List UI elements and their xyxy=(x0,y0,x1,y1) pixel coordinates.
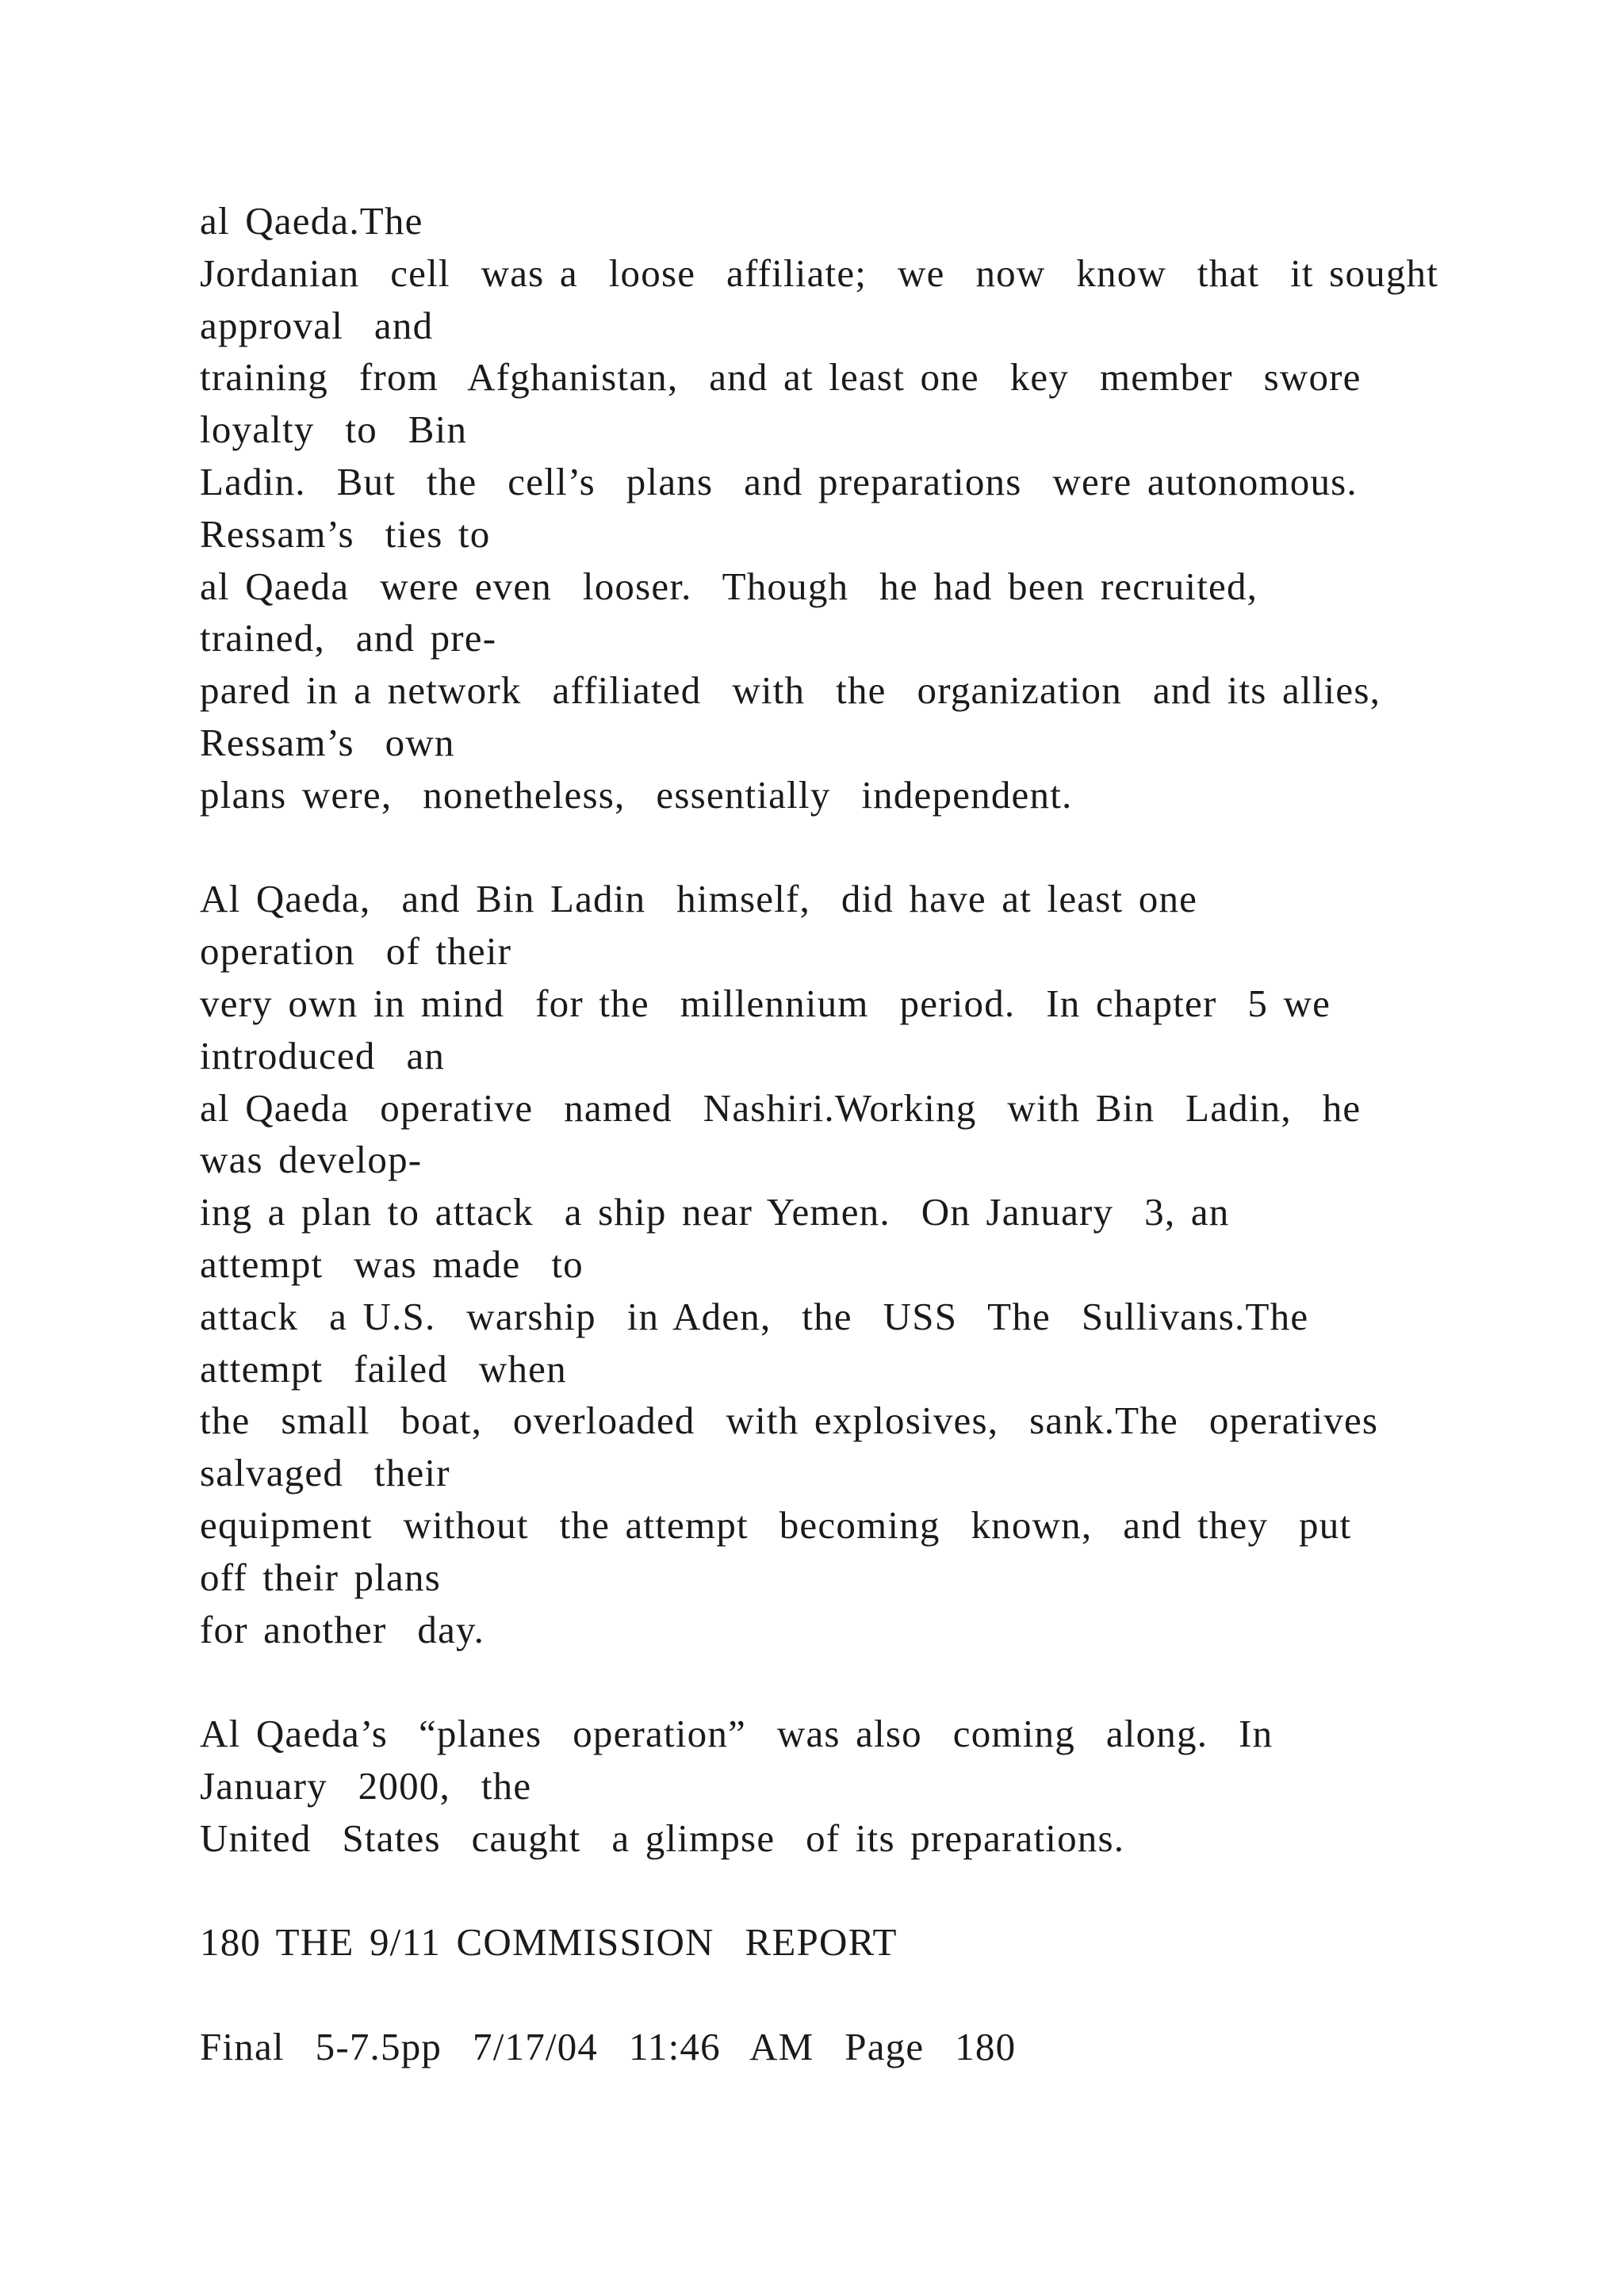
paragraph-1 xyxy=(200,195,1548,821)
text-line: al Qaeda operative named Nashiri.Working with Bin Ladin, he xyxy=(200,1085,1362,1130)
running-footer: 180 THE 9/11 COMMISSION REPORT xyxy=(200,1920,898,1965)
text-line: trained, and pre- xyxy=(200,616,497,660)
paragraph-3 xyxy=(200,1708,1548,1864)
text-line: pared in a network affiliated with the organization and its allies, xyxy=(200,668,1381,713)
paragraph-gap xyxy=(200,821,1548,874)
text-line: United States caught a glimpse of its preparations. xyxy=(200,1816,1125,1860)
text-line: Jordanian cell was a loose affiliate; we now know that it sought xyxy=(200,251,1439,295)
text-line: salvaged their xyxy=(200,1451,450,1495)
text-line: was develop- xyxy=(200,1138,423,1182)
text-line: Al Qaeda, and Bin Ladin himself, did have at least one xyxy=(200,877,1198,921)
text-line: equipment without the attempt becoming known, and they put xyxy=(200,1502,1352,1547)
text-line: attempt failed when xyxy=(200,1346,567,1391)
text-line: January 2000, the xyxy=(200,1763,532,1808)
text-line: introduced an xyxy=(200,1033,446,1077)
text-line: approval and xyxy=(200,303,434,347)
text-line: ing a plan to attack a ship near Yemen. On January 3, an xyxy=(200,1190,1230,1234)
print-slug: Final 5-7.5pp 7/17/04 11:46 AM Page 180 xyxy=(200,2024,1017,2068)
text-line: off their plans xyxy=(200,1555,441,1599)
paragraph-gap xyxy=(200,1655,1548,1708)
text-line: Ressam’s own xyxy=(200,720,455,764)
text-line: very own in mind for the millennium period. In chapter 5 we xyxy=(200,981,1331,1025)
text-line: Ressam’s ties to xyxy=(200,511,491,556)
text-line: for another day. xyxy=(200,1607,485,1651)
paragraph-2 xyxy=(200,873,1548,1655)
text-line: attack a U.S. warship in Aden, the USS The Sullivans.The xyxy=(200,1294,1309,1338)
text-line: Al Qaeda’s “planes operation” was also coming along. In xyxy=(200,1712,1274,1756)
text-line: Ladin. But the cell’s plans and preparations were autonomous. xyxy=(200,459,1358,503)
text-line: training from Afghanistan, and at least one key member swore xyxy=(200,355,1362,400)
paragraph-gap xyxy=(200,1969,1548,2021)
text-line: loyalty to Bin xyxy=(200,408,468,452)
text-line: al Qaeda were even looser. Though he had been recruited, xyxy=(200,564,1258,608)
text-line: plans were, nonetheless, essentially independent. xyxy=(200,772,1073,817)
body-text xyxy=(200,195,1548,2073)
paragraph-gap xyxy=(200,1865,1548,1917)
text-line: the small boat, overloaded with explosives, sank.The operatives xyxy=(200,1399,1379,1443)
text-line: attempt was made to xyxy=(200,1242,584,1286)
text-line: al Qaeda.The xyxy=(200,199,423,243)
text-line: operation of their xyxy=(200,929,512,974)
